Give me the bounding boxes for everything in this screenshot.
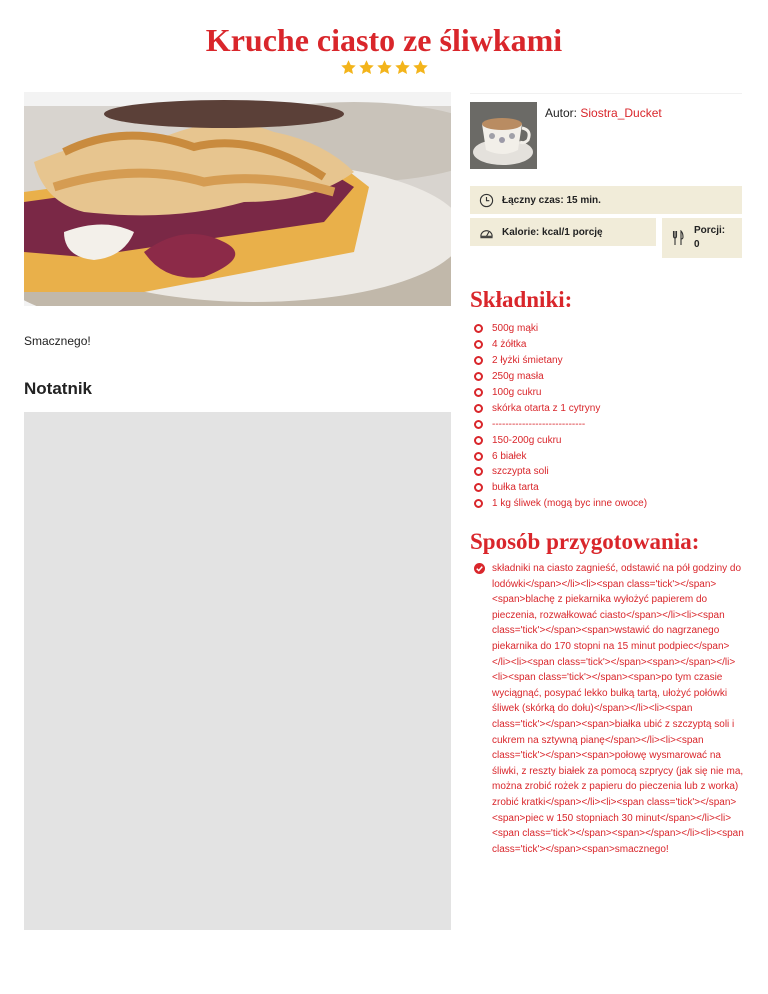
ingredients-title: Składniki: [470,287,573,312]
calories-text: Kalorie: kcal/1 porcję [502,226,603,238]
ingredient-item [474,496,647,512]
ingredient-text: 250g masła [492,371,544,383]
recipe-photo [24,92,451,306]
ingredient-text: 1 kg śliwek (mogą byc inne owoce) [492,498,648,510]
ingredient-text: 100g cukru [492,387,542,398]
ingredient-item [474,321,647,337]
bullet-circle-icon [474,356,483,365]
bullet-circle-icon [474,499,483,508]
star-icon[interactable] [412,59,429,76]
scale-icon [479,225,494,240]
ingredient-item [474,432,647,448]
ingredient-item [474,448,647,464]
bullet-circle-icon [474,324,483,333]
ingredient-text: bułka tarta [492,482,539,494]
bullet-circle-icon [474,420,483,429]
teacup-avatar[interactable] [470,102,537,169]
bullet-circle-icon [474,467,483,476]
recipe-title: Kruche ciasto ze śliwkami [205,22,563,58]
total-time-text: Łączny czas: 15 min. [502,194,601,206]
ingredient-item [474,385,647,401]
ingredient-text: 2 łyżki śmietany [492,355,563,367]
ingredient-text: 150-200g cukru [492,434,562,446]
ingredient-text: ---------------------------- [492,418,586,430]
ingredient-item [474,400,647,416]
author-box [470,93,742,173]
closing-note: Smacznego! [24,334,91,348]
ingredient-item [474,416,647,432]
star-icon[interactable] [376,59,393,76]
star-icon[interactable] [394,59,411,76]
ingredient-item [474,464,647,480]
total-time-bar [470,186,742,214]
ingredient-text: 6 białek [492,450,527,462]
servings-bar [662,218,742,258]
ingredient-item [474,337,647,353]
calories-bar [470,218,656,246]
notes-area[interactable] [24,412,451,930]
servings-value: 0 [694,239,700,250]
ingredient-text: 500g mąki [492,323,539,335]
author-info [545,106,662,120]
author-link[interactable]: Siostra_Ducket [580,106,662,120]
bullet-circle-icon [474,388,483,397]
servings-text [694,224,725,252]
ingredient-item [474,480,647,496]
preparation-text: składniki na ciasto zagnieść, odstawić na pół godziny do lodówki</span></li><li><span class='tick'></span><span>blachę z piekarnika wyłożyć papierem do pieczenia, rozwałkować ciasto</span></li><li><span class='tick'></span><span>wstawić do nagrzanego piekarnika do 170 stopni na 15 minut podpiec</span></li><li><span class='tick'></span><span></span></li><li><span class='tick'></span><span>po tym czasie wyciągnąć, posypać lekko bułką tartą, ułożyć połówki śliwek (skórką do dołu)</span></li><li><span class='tick'></span><span>białka ubić z szczyptą soli i cukrem na sztywną pianę</span></li><li><span class='tick'></span><span>połowę wysmarować na śliwki, z reszty białek za pomocą szprycy (jak się nie ma, można zrobić rożek z papieru do pieczenia lub z worka) zrobić kratki</span></li><li><span class='tick'></span><span>piec w 150 stopniach 30 minut</span></li><li><span class='tick'></span><span></span></li><li><span class='tick'></span><span>smacznego! [492,563,744,855]
star-icon[interactable] [358,59,375,76]
ingredient-item [474,353,647,369]
check-circle-icon [474,563,485,574]
ingredients-list [474,321,647,512]
preparation-title: Sposób przygotowania: [470,529,700,554]
fork-knife-icon [672,230,684,246]
clock-icon [479,193,494,208]
bullet-circle-icon [474,372,483,381]
rating-stars[interactable] [340,59,430,77]
ingredient-text: szczypta soli [492,466,549,478]
notes-title: Notatnik [24,379,92,398]
author-label: Autor: [545,106,578,120]
bullet-circle-icon [474,404,483,413]
star-icon[interactable] [340,59,357,76]
ingredient-item [474,369,647,385]
ingredient-text: 4 żółtka [492,339,527,351]
ingredient-text: skórka otarta z 1 cytryny [492,402,601,414]
bullet-circle-icon [474,436,483,445]
bullet-circle-icon [474,340,483,349]
servings-label: Porcji: [694,225,726,236]
bullet-circle-icon [474,452,483,461]
bullet-circle-icon [474,483,483,492]
